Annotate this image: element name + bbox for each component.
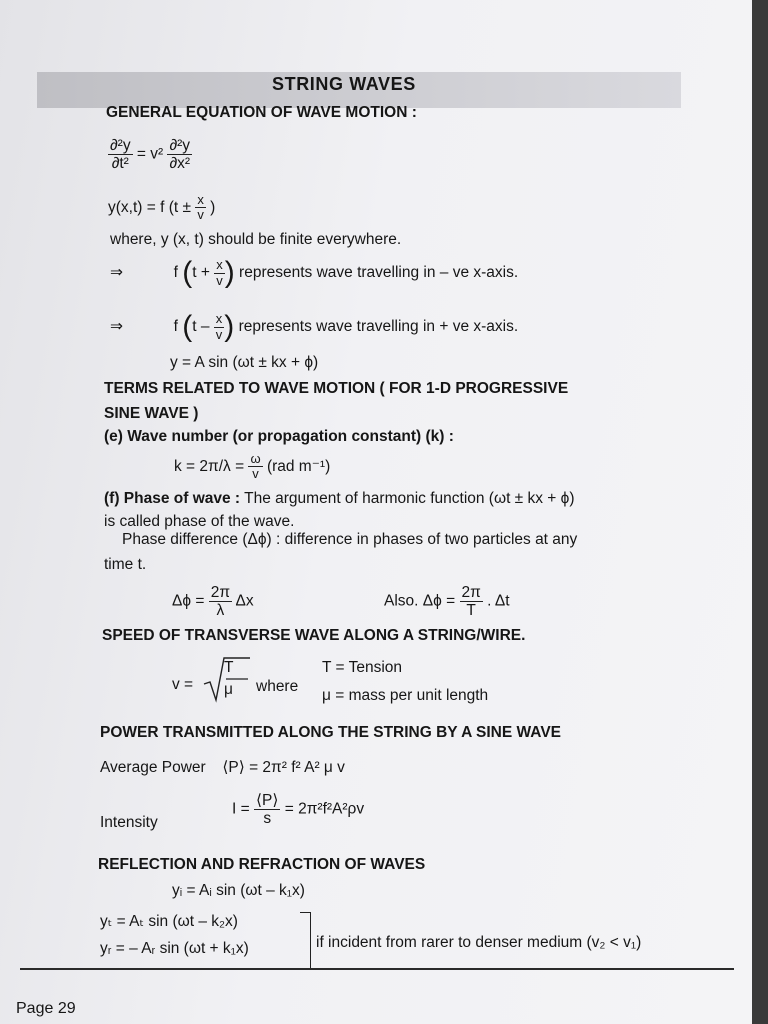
- intensity-equation: [232, 792, 364, 827]
- finite-note: where, y (x, t) should be finite everywhere.: [110, 231, 402, 248]
- sine-wave-equation: y = A sin (ωt ± kx + ϕ): [170, 354, 319, 371]
- minus-direction-text: represents wave travelling in – ve x-axis.: [239, 264, 519, 282]
- plus-direction-text: represents wave travelling in + ve x-axis.: [238, 318, 519, 336]
- phase-diff-distance: [172, 584, 254, 619]
- left-paren-icon: (: [182, 256, 193, 289]
- implies-icon: ⇒: [110, 264, 123, 282]
- int-num: ⟨P⟩: [255, 792, 279, 809]
- wave-number-equation: [174, 452, 330, 482]
- phase-difference-line2: time t.: [104, 556, 147, 573]
- also-right: . Δt: [487, 592, 510, 610]
- pde-lhs-den: ∂t²: [111, 155, 129, 173]
- phase-definition: [104, 490, 575, 508]
- k-left: k = 2π/λ =: [174, 457, 245, 475]
- phase-text-line2: is called phase of the wave.: [104, 513, 295, 530]
- power-heading: POWER TRANSMITTED ALONG THE STRING BY A SINE WAVE: [100, 724, 561, 741]
- right-paren-icon: ): [224, 310, 235, 343]
- speed-heading: SPEED OF TRANSVERSE WAVE ALONG A STRING/WIRE.: [102, 627, 526, 644]
- general-solution: [108, 193, 215, 223]
- dphi-den: λ: [216, 602, 225, 620]
- phase-difference-line1: Phase difference (Δϕ) : difference in phases of two particles at any: [122, 531, 578, 548]
- minus-frac-num: x: [216, 257, 223, 273]
- reflection-heading: REFLECTION AND REFRACTION OF WAVES: [98, 856, 426, 873]
- bracket-icon: [300, 912, 311, 970]
- also-label: Also.: [384, 592, 419, 610]
- tension-def: T = Tension: [322, 659, 402, 676]
- dphi-right: Δx: [235, 592, 254, 610]
- pde-mid: = v²: [136, 145, 164, 163]
- phase-label: (f) Phase of wave :: [104, 490, 241, 507]
- dphi-left: Δϕ =: [172, 592, 205, 610]
- minus-inner: t +: [192, 264, 210, 282]
- negative-direction-row: [110, 258, 518, 288]
- positive-direction-row: [110, 312, 518, 342]
- dphi-num: 2π: [210, 584, 231, 601]
- f-symbol: f: [173, 264, 178, 282]
- yxt-den: v: [197, 207, 204, 223]
- also-den: T: [466, 602, 476, 620]
- pde-rhs-den: ∂x²: [169, 155, 191, 173]
- wave-pde: [108, 137, 192, 172]
- average-power-row: [100, 758, 345, 777]
- terms-heading-line1: TERMS RELATED TO WAVE MOTION ( FOR 1-D PROGRESSIVE: [104, 380, 569, 397]
- speed-num: T: [224, 659, 234, 676]
- general-heading: GENERAL EQUATION OF WAVE MOTION :: [106, 104, 417, 121]
- plus-inner: t –: [192, 318, 210, 336]
- right-paren-icon: ): [224, 256, 235, 289]
- avg-power-label: Average Power: [100, 759, 206, 776]
- phase-diff-time: [384, 584, 510, 619]
- plus-frac-num: x: [215, 311, 223, 327]
- phase-text: The argument of harmonic function (ωt ± kx + ϕ): [244, 490, 575, 507]
- pde-rhs-num: ∂²y: [169, 137, 191, 154]
- transmitted-wave: yₜ = Aₜ sin (ωt – k₂x): [100, 913, 238, 930]
- terms-heading-line2: SINE WAVE ): [104, 405, 199, 422]
- mu-def: μ = mass per unit length: [322, 687, 489, 704]
- speed-where: where: [256, 678, 299, 695]
- f-symbol: f: [173, 318, 178, 336]
- minus-frac-den: v: [216, 272, 223, 288]
- incident-wave: yᵢ = Aᵢ sin (ωt – k₁x): [172, 882, 305, 899]
- intensity-label: Intensity: [100, 814, 158, 831]
- int-left: I =: [232, 800, 250, 818]
- pde-lhs-num: ∂²y: [110, 137, 131, 154]
- k-unit: (rad m⁻¹): [266, 457, 331, 475]
- speed-den: μ: [224, 681, 233, 698]
- page-title: STRING WAVES: [272, 74, 416, 94]
- k-den: v: [252, 466, 259, 482]
- yxt-num: x: [197, 192, 204, 207]
- left-paren-icon: (: [182, 310, 193, 343]
- speed-v-eq: v =: [172, 676, 194, 693]
- avg-power-eq: ⟨P⟩ = 2π² f² A² μ v: [222, 759, 345, 776]
- also-left: Δϕ =: [422, 592, 456, 610]
- implies-icon: ⇒: [110, 318, 123, 336]
- plus-frac-den: v: [215, 326, 223, 342]
- int-right: = 2π²f²A²ρv: [284, 800, 365, 818]
- medium-note: if incident from rarer to denser medium (v₂ < v₁): [316, 934, 642, 951]
- yxt-right: ): [210, 198, 216, 216]
- k-num: ω: [250, 451, 261, 466]
- reflected-wave: yᵣ = – Aᵣ sin (ωt + k₁x): [100, 940, 249, 957]
- footer-divider: [20, 968, 734, 970]
- page-number: Page 29: [16, 1000, 76, 1017]
- int-den: s: [263, 810, 272, 828]
- also-num: 2π: [461, 584, 481, 601]
- wave-number-heading: (e) Wave number (or propagation constant) (k) :: [104, 428, 454, 445]
- yxt-left: y(x,t) = f (t ±: [108, 198, 191, 216]
